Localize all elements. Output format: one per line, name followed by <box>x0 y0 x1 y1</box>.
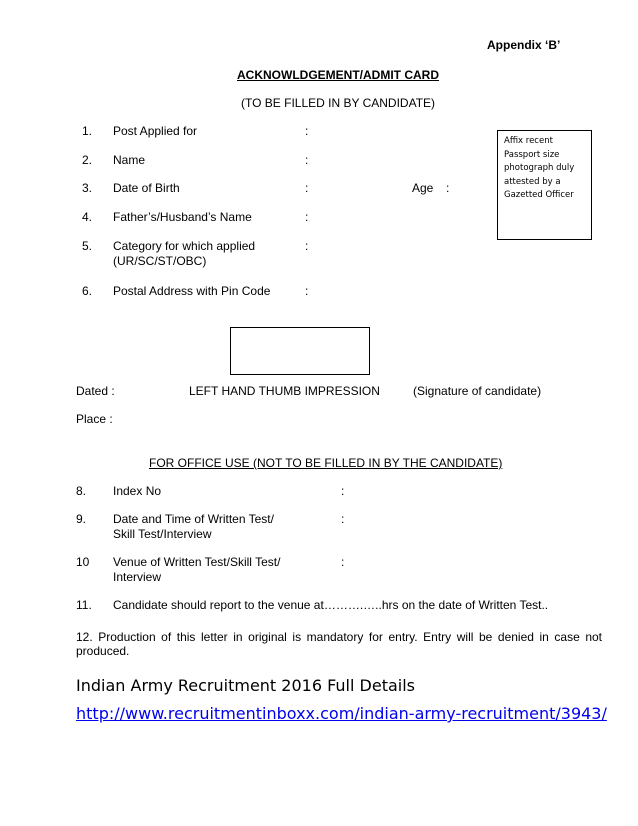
photo-box-instruction: Affix recent Passport size photograph duly attested by a Gazetted Officer <box>504 136 575 200</box>
field-label-dob: Date of Birth <box>113 181 180 195</box>
field-label-father-husband: Father’s/Husband’s Name <box>113 210 252 224</box>
details-link[interactable]: http://www.recruitmentinboxx.com/indian-army-recruitment/3943/ <box>76 704 607 723</box>
field-colon: : <box>305 239 309 253</box>
field-colon: : <box>305 210 309 224</box>
field-label-age: Age <box>412 181 434 195</box>
note-11-text: Candidate should report to the venue at……….…..hrs on the date of Written Test.. <box>113 598 549 612</box>
office-colon: : <box>341 555 345 569</box>
field-colon: : <box>446 181 450 195</box>
office-item-number: 10 <box>76 555 90 569</box>
field-label-name: Name <box>113 153 146 167</box>
field-colon: : <box>305 124 309 138</box>
footer-heading: Indian Army Recruitment 2016 Full Details <box>76 676 415 695</box>
office-label-venue-2: Interview <box>113 570 162 584</box>
field-number: 3. <box>82 181 93 195</box>
thumb-impression-box <box>230 327 370 375</box>
field-label-post: Post Applied for <box>113 124 198 138</box>
field-number: 6. <box>82 284 93 298</box>
office-label-venue: Venue of Written Test/Skill Test/ <box>113 555 281 569</box>
field-label-category-options: (UR/SC/ST/OBC) <box>113 254 207 268</box>
photo-box <box>497 130 592 240</box>
dated-label: Dated : <box>76 384 115 398</box>
office-label-written-test-date-2: Skill Test/Interview <box>113 527 212 541</box>
office-use-heading: FOR OFFICE USE (NOT TO BE FILLED IN BY THE CANDIDATE) <box>149 456 503 470</box>
thumb-impression-label: LEFT HAND THUMB IMPRESSION <box>189 384 380 398</box>
field-colon: : <box>305 153 309 167</box>
field-colon: : <box>305 284 309 298</box>
page-title: ACKNOWLDGEMENT/ADMIT CARD <box>237 68 439 82</box>
office-item-number: 8. <box>76 484 87 498</box>
field-colon: : <box>305 181 309 195</box>
field-number: 5. <box>82 239 93 253</box>
office-label-written-test-date: Date and Time of Written Test/ <box>113 512 274 526</box>
signature-label: (Signature of candidate) <box>413 384 542 398</box>
page-subtitle: (TO BE FILLED IN BY CANDIDATE) <box>241 96 436 110</box>
office-colon: : <box>341 512 345 526</box>
field-number: 1. <box>82 124 93 138</box>
field-number: 2. <box>82 153 93 167</box>
note-11-number: 11. <box>76 598 92 612</box>
place-label: Place : <box>76 412 113 426</box>
note-12-text: 12. Production of this letter in original is mandatory for entry. Entry will be denied in case not produced. <box>76 630 602 658</box>
field-number: 4. <box>82 210 93 224</box>
field-label-postal-address: Postal Address with Pin Code <box>113 284 271 298</box>
office-colon: : <box>341 484 345 498</box>
appendix-label: Appendix ‘B’ <box>487 38 561 52</box>
office-item-number: 9. <box>76 512 87 526</box>
office-label-index-no: Index No <box>113 484 162 498</box>
field-label-category: Category for which applied <box>113 239 256 253</box>
